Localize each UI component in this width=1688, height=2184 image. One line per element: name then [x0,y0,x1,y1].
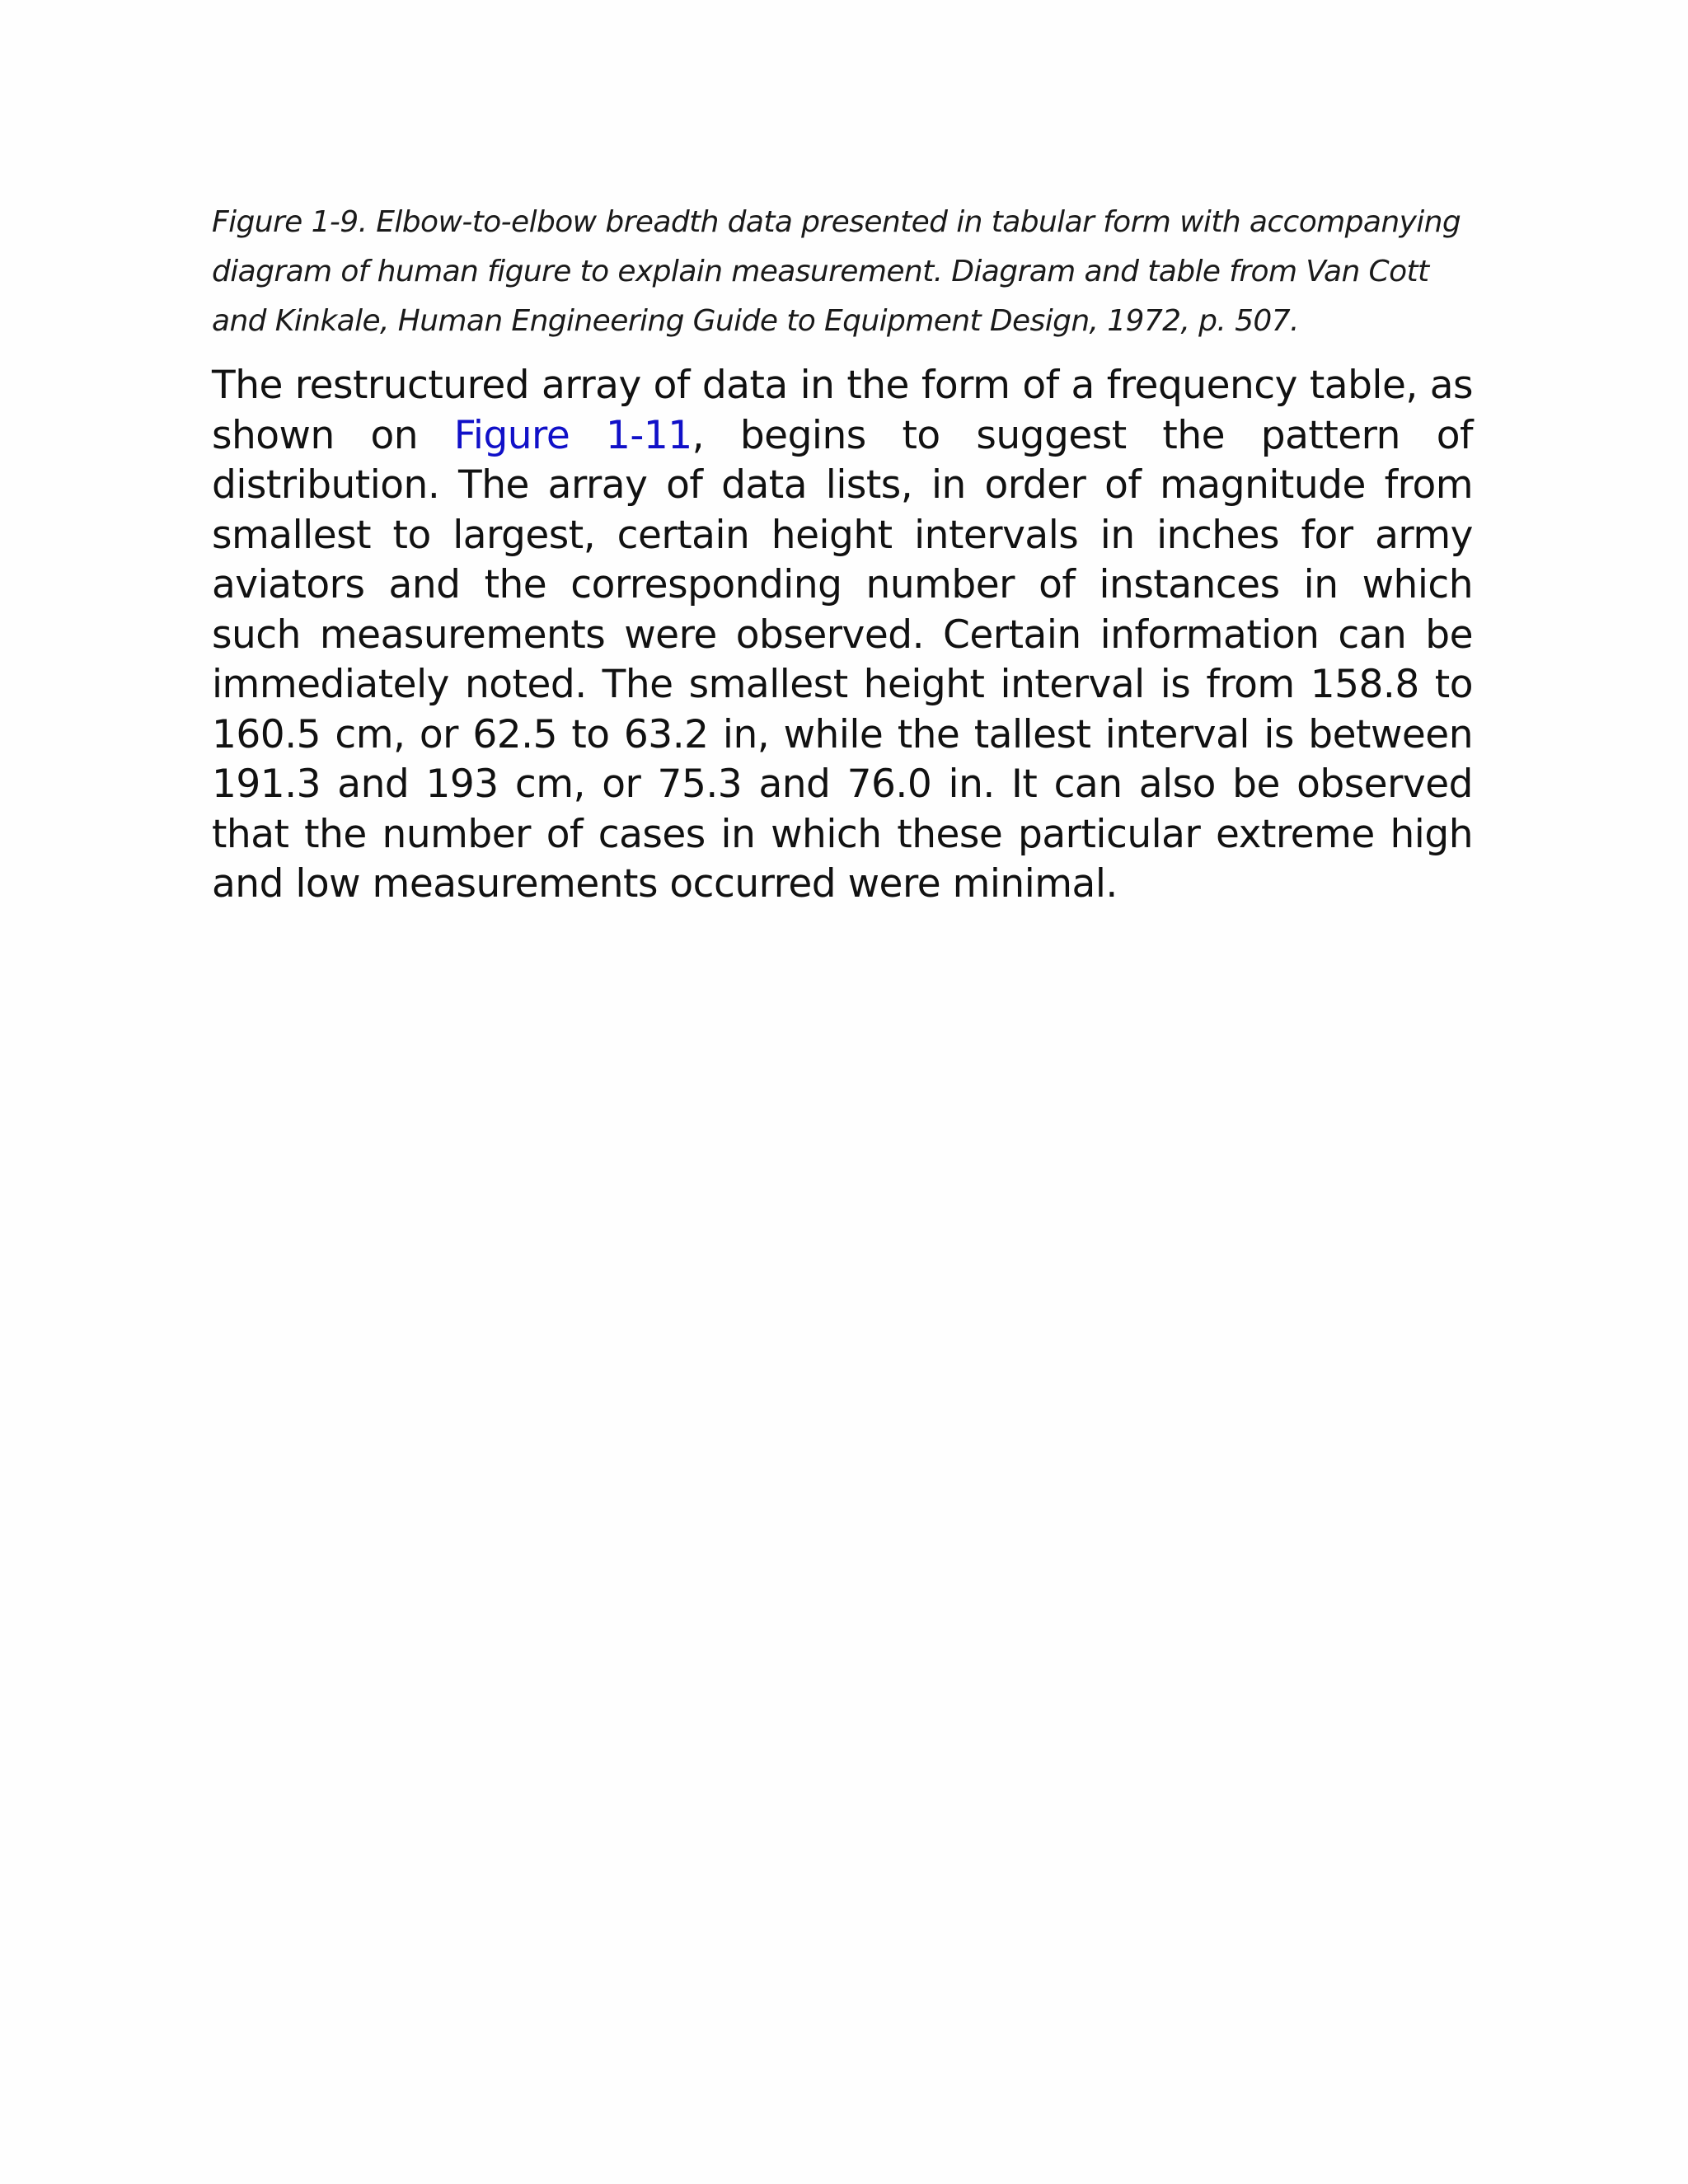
figure-caption: Figure 1-9. Elbow-to-elbow breadth data presented in tabular form with accompanying diagram of human figure to explain measurement. Diagram and table from Van Cott and Kinkale, Human Engineering Guide to Equipment Design, 1972, p. 507. [212,205,1461,338]
body-paragraph [212,361,1473,910]
figure-1-11-link[interactable]: Figure 1-11 [453,412,692,458]
page-content [212,198,1473,910]
paragraph-text-before-link: The restructured array of data in the form of a frequency table, as shown on [212,363,1473,458]
paragraph-text-after-link: , begins to suggest the pattern of distribution. The array of data lists, in order of magnitude from smallest to largest, certain height intervals in inches for army aviators and the corresponding number of instances in which such measurements were observed. Certain information can be immediately noted. The smallest height interval is from 158.8 to 160.5 cm, or 62.5 to 63.2 in, while the tallest interval is between 191.3 and 193 cm, or 75.3 and 76.0 in. It can also be observed that the number of cases in which these particular extreme high and low measurements occurred were minimal. [212,412,1473,907]
